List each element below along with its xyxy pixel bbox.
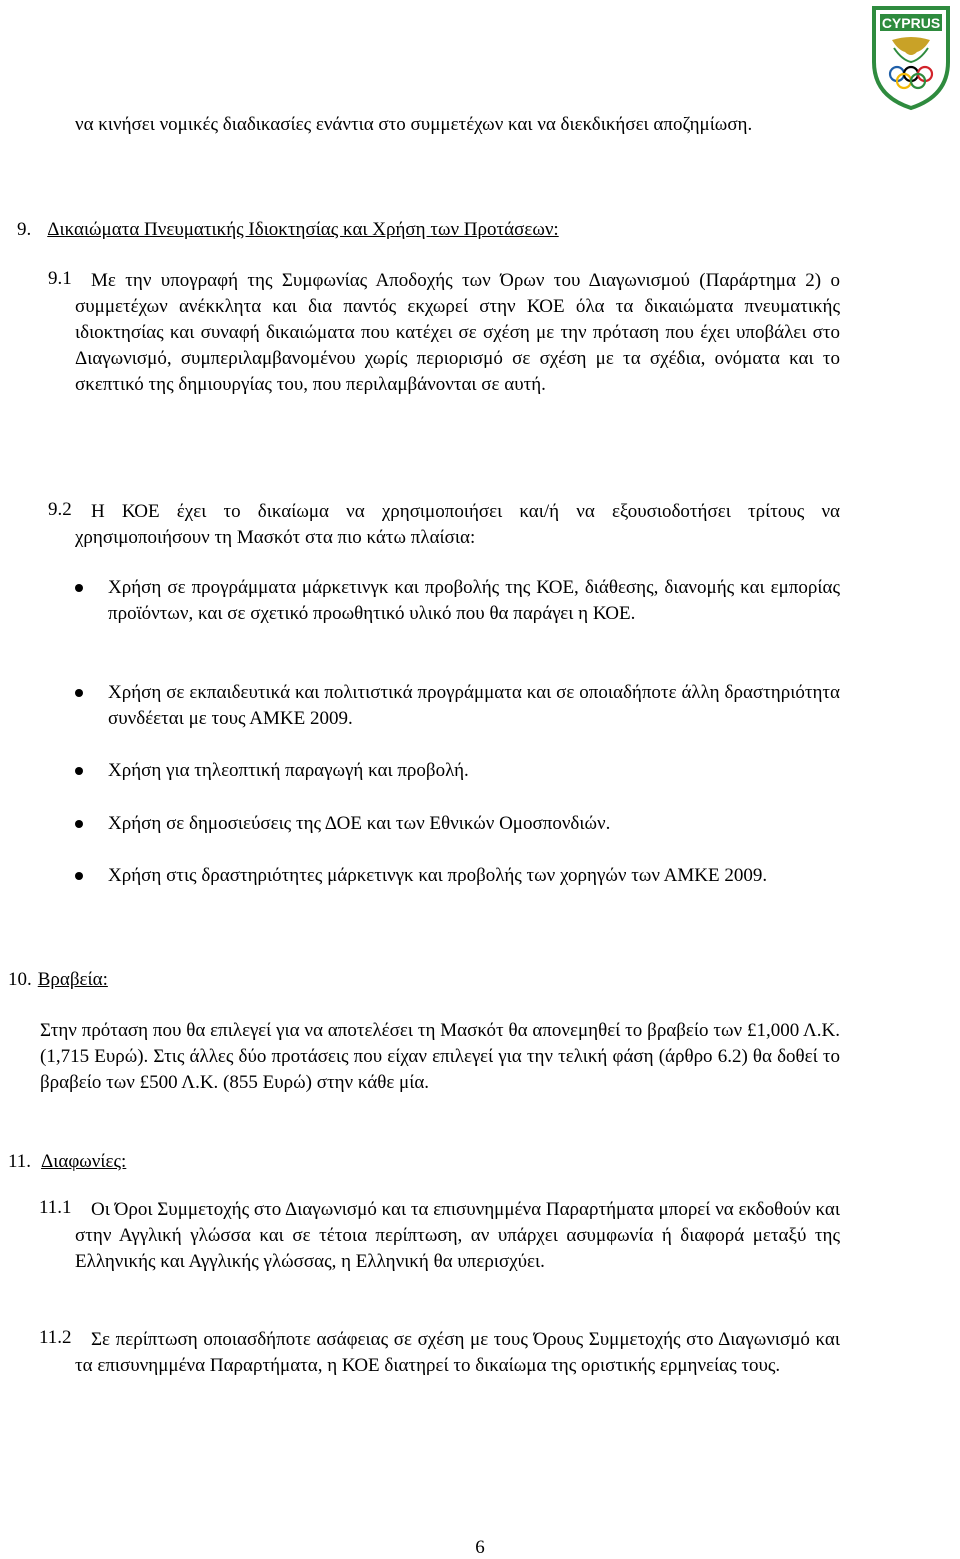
- bullet-icon: [75, 872, 83, 880]
- bullet-icon: [75, 767, 83, 775]
- section-9-number: 9.: [17, 219, 32, 240]
- clause-9-1-number: 9.1: [48, 268, 72, 289]
- page-number: 6: [475, 1537, 485, 1558]
- intro-paragraph: [75, 112, 840, 138]
- bullet-text: Χρήση σε εκπαιδευτικά και πολιτιστικά προγράμματα και σε οποιαδήποτε άλλη δραστηριότητα συνδέεται με τους ΑΜΚΕ 2009.: [108, 682, 840, 729]
- bullet-text: Χρήση στις δραστηριότητες μάρκετινγκ και προβολής των χορηγών των ΑΜΚΕ 2009.: [108, 865, 768, 886]
- cyprus-olympic-logo: [862, 0, 960, 112]
- bullet-text: Χρήση σε δημοσιεύσεις της ΔΟΕ και των Εθνικών Ομοσπονδιών.: [108, 813, 611, 834]
- clause-11-1-text: Οι Όροι Συμμετοχής στο Διαγωνισμό και τα επισυνημμένα Παραρτήματα μπορεί να εκδοθούν και στην Αγγλική γλώσσα και σε τέτοια περίπτωση, αν υπάρχει ασυμφωνία ή διαφορά μεταξύ της Ελληνικής και Αγγλικής γλώσσας, η Ελληνική θα υπερισχύει.: [75, 1199, 840, 1272]
- clause-11-1-number: 11.1: [39, 1197, 72, 1218]
- clause-11-2: [75, 1327, 840, 1379]
- clause-9-2: [75, 499, 840, 551]
- clause-9-2-text: Η ΚΟΕ έχει το δικαίωμα να χρησιμοποιήσει και/ή να εξουσιοδοτήσει τρίτους να χρησιμοποιήσουν τη Μασκότ στα πιο κάτω πλαίσια:: [75, 501, 840, 548]
- section-11-title: Διαφωνίες:: [41, 1151, 127, 1172]
- clause-11-2-number: 11.2: [39, 1327, 72, 1348]
- bullet-icon: [75, 689, 83, 697]
- section-10-title: Βραβεία:: [37, 969, 108, 990]
- section-9-title: Δικαιώματα Πνευματικής Ιδιοκτησίας και Χρήση των Προτάσεων:: [47, 219, 559, 240]
- section-10-body: [40, 1018, 840, 1096]
- section-10-text: Στην πρόταση που θα επιλεγεί για να αποτελέσει τη Μασκότ θα απονεμηθεί το βραβείο των £1,000 Λ.Κ. (1,715 Ευρώ). Στις άλλες δύο προτάσεις που είχαν επιλεγεί για την τελική φάση (άρθρο 6.2) θα δοθεί το βραβείο των £500 Λ.Κ. (855 Ευρώ) στην κάθε μία.: [40, 1020, 840, 1093]
- bullet-icon: [75, 820, 83, 828]
- bullet-text: Χρήση σε προγράμματα μάρκετινγκ και προβολής της ΚΟΕ, διάθεσης, διανομής και εμπορίας προϊόντων, και σε σχετικό προωθητικό υλικό που θα παράγει η ΚΟΕ.: [108, 577, 840, 624]
- bullet-text: Χρήση για τηλεοπτική παραγωγή και προβολή.: [108, 760, 469, 781]
- intro-text: να κινήσει νομικές διαδικασίες ενάντια στο συμμετέχων και να διεκδικήσει αποζημίωση.: [75, 114, 753, 135]
- logo-text: CYPRUS: [881, 15, 941, 31]
- section-11-number: 11.: [8, 1151, 32, 1172]
- section-11-heading: [8, 1149, 126, 1175]
- bullet-icon: [75, 584, 83, 592]
- clause-11-1: [75, 1197, 840, 1275]
- clause-9-2-number: 9.2: [48, 499, 72, 520]
- clause-11-2-text: Σε περίπτωση οποιασδήποτε ασάφειας σε σχέση με τους Όρους Συμμετοχής στο Διαγωνισμό και τα επισυνημμένα Παραρτήματα, η ΚΟΕ διατηρεί το δικαίωμα της οριστικής ερμηνείας τους.: [75, 1329, 840, 1376]
- clause-9-1-text: Με την υπογραφή της Συμφωνίας Αποδοχής των Όρων του Διαγωνισμού (Παράρτημα 2) ο συμμετέχων ανέκκλητα και δια παντός εκχωρεί στην ΚΟΕ όλα τα δικαιώματα πνευματικής ιδιοκτησίας και συναφή δικαιώματα που κατέχει σε σχέση με την πρόταση που έχει υποβάλει στο Διαγωνισμό, συμπεριλαμβανομένου χωρίς περιορισμό σε σχέση με τα σχέδια, ονόματα και το σκεπτικό της δημιουργίας του, που περιλαμβάνονται σε αυτή.: [75, 270, 840, 395]
- section-9-heading: [17, 217, 559, 243]
- section-10-number: 10.: [8, 969, 32, 990]
- section-10-heading: [8, 967, 108, 993]
- clause-9-1: [75, 268, 840, 398]
